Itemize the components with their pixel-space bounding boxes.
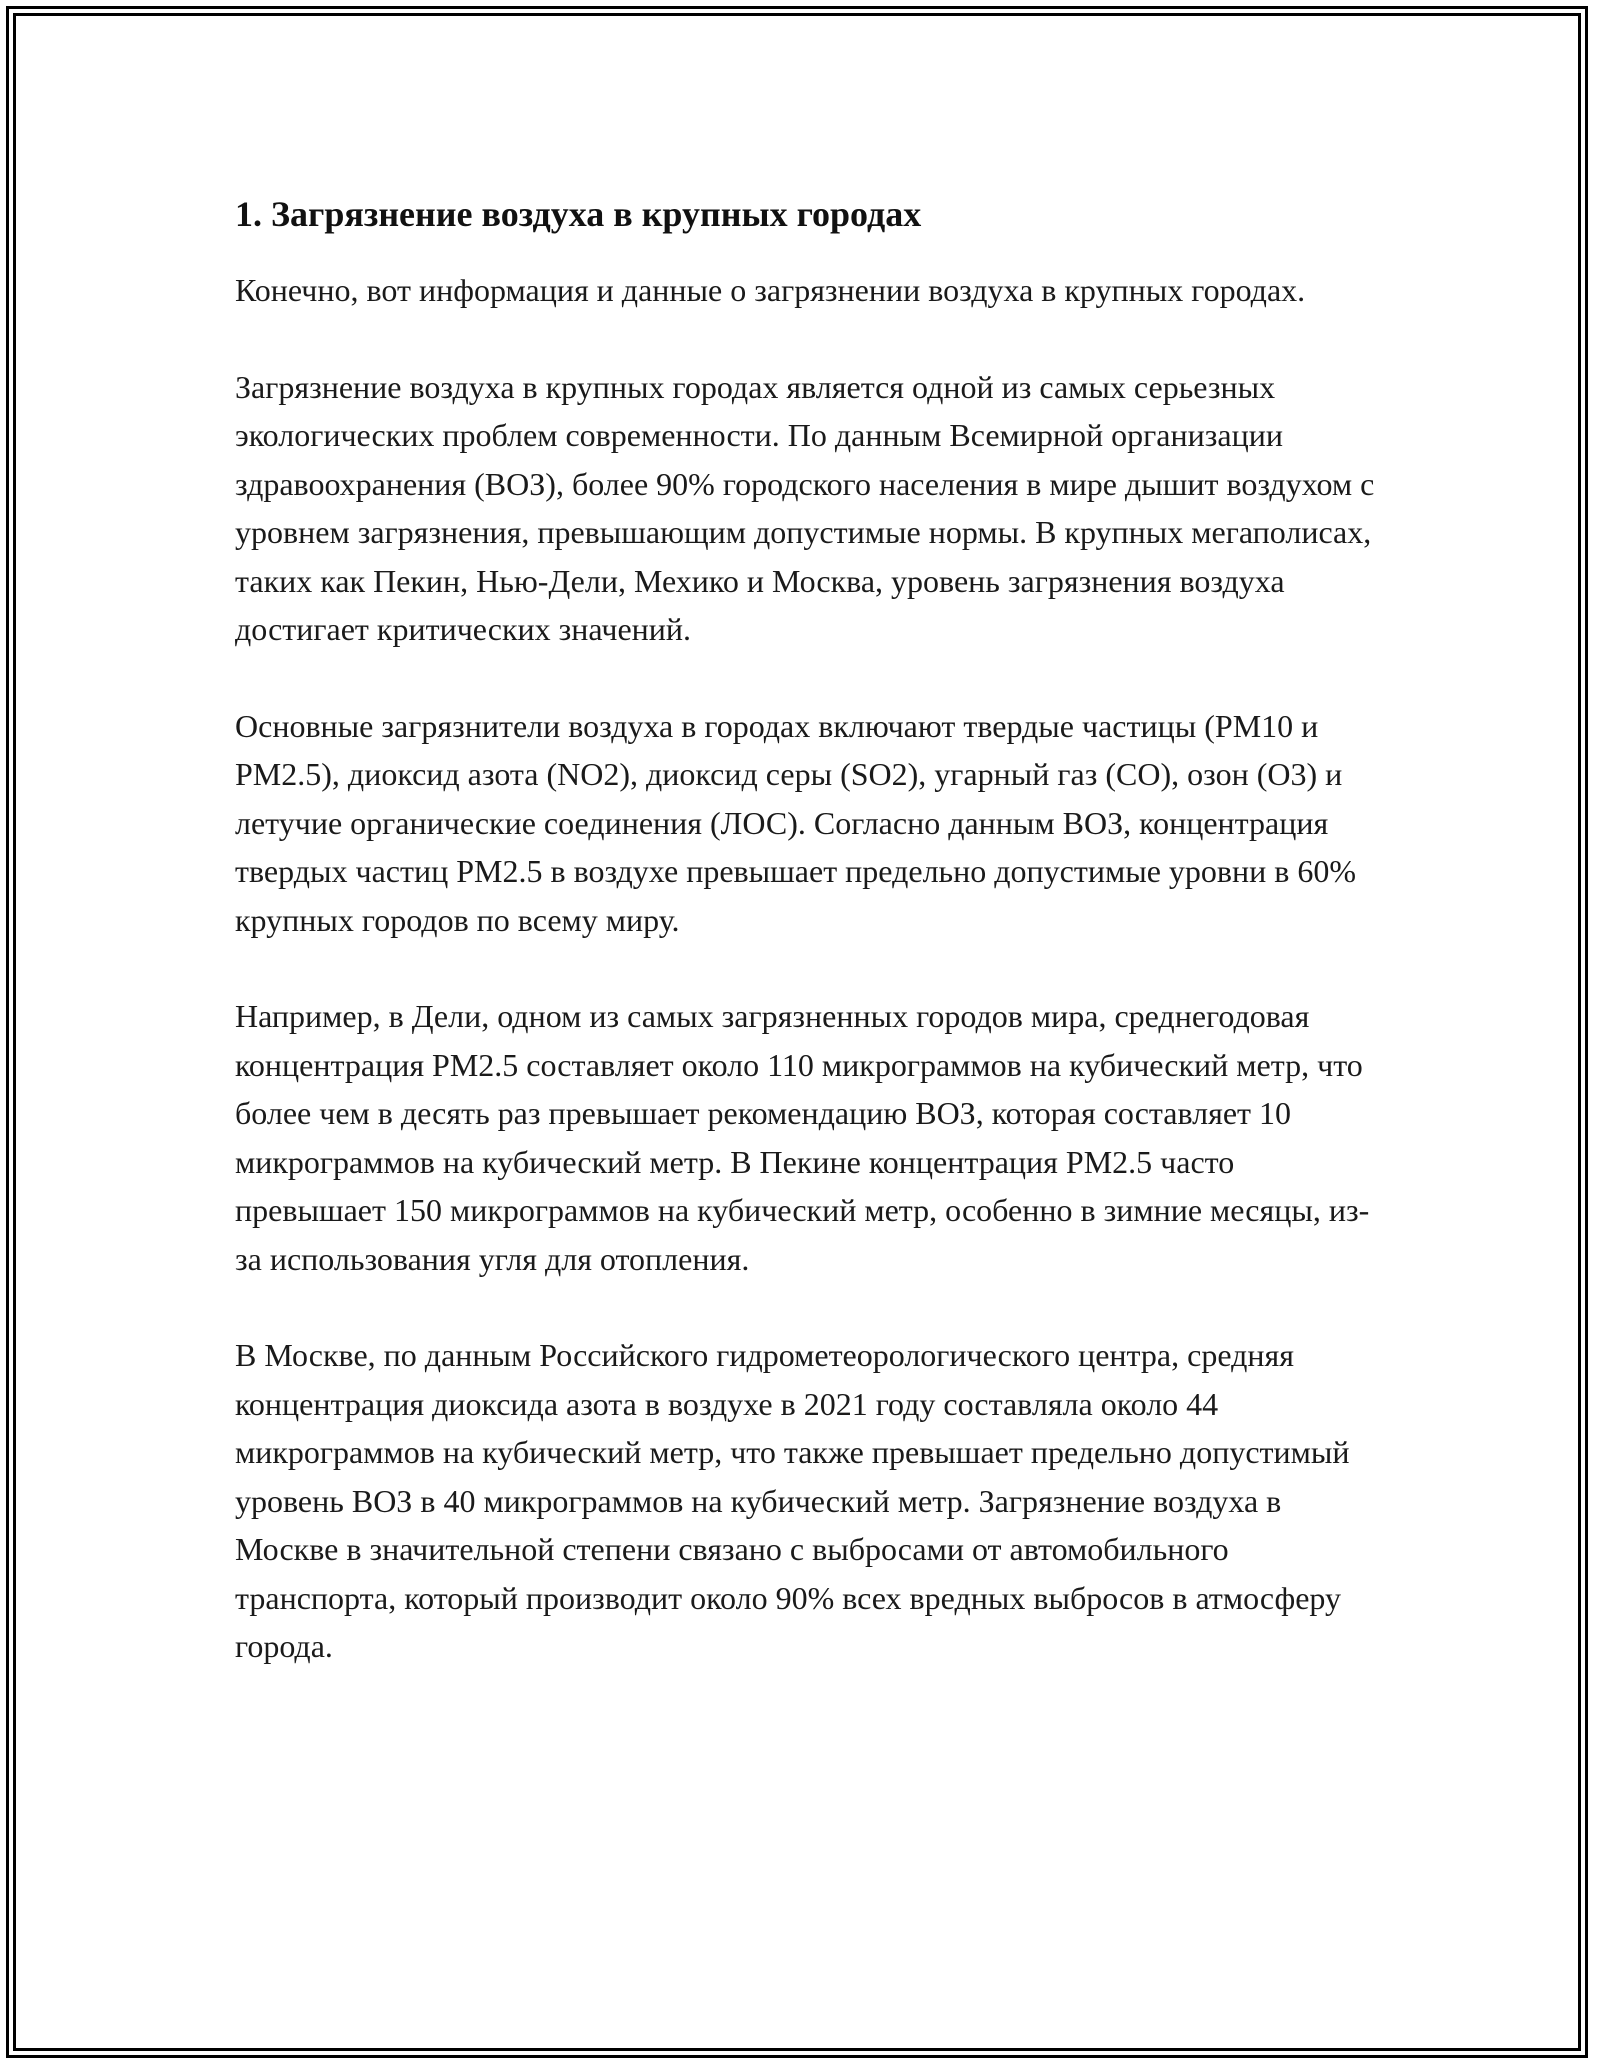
- paragraph-intro: Конечно, вот информация и данные о загрязнении воздуха в крупных городах.: [235, 272, 1306, 308]
- paragraph-overview: Загрязнение воздуха в крупных городах является одной из самых серьезных экологических проблем современности. По данным Всемирной организации здравоохранения (ВОЗ), более 90% городского населения в мире дышит воздухом с уровнем загрязнения, превышающим допустимые нормы. В крупных мегаполисах, таких как Пекин, Нью-Дели, Мехико и Москва, уровень загрязнения воздуха достигает критических значений.: [235, 368, 1375, 647]
- document-body: [235, 190, 1375, 1719]
- paragraph-moscow: В Москве, по данным Российского гидрометеорологического центра, средняя концентрация диоксида азота в воздухе в 2021 году составляла около 44 микрограммов на кубический метр, что также превышает предельно допустимый уровень ВОЗ в 40 микрограммов на кубический метр. Загрязнение воздуха в Москве в значительной степени связано с выбросами от автомобильного транспорта, который производит около 90% всех вредных выбросов в атмосферу города.: [235, 1337, 1350, 1664]
- section-heading: 1. Загрязнение воздуха в крупных городах: [235, 194, 922, 234]
- paragraph-pollutants: Основные загрязнители воздуха в городах включают твердые частицы (PM10 и PM2.5), диоксид азота (NO2), диоксид серы (SO2), угарный газ (CO), озон (O3) и летучие органические соединения (ЛОС). Согласно данным ВОЗ, концентрация твердых частиц PM2.5 в воздухе превышает предельно допустимые уровни в 60% крупных городов по всему миру.: [235, 707, 1357, 938]
- paragraph-delhi-beijing: Например, в Дели, одном из самых загрязненных городов мира, среднегодовая концентрация PM2.5 составляет около 110 микрограммов на кубический метр, что более чем в десять раз превышает рекомендацию ВОЗ, которая составляет 10 микрограммов на кубический метр. В Пекине концентрация PM2.5 часто превышает 150 микрограммов на кубический метр, особенно в зимние месяцы, из-за использования угля для отопления.: [235, 998, 1370, 1277]
